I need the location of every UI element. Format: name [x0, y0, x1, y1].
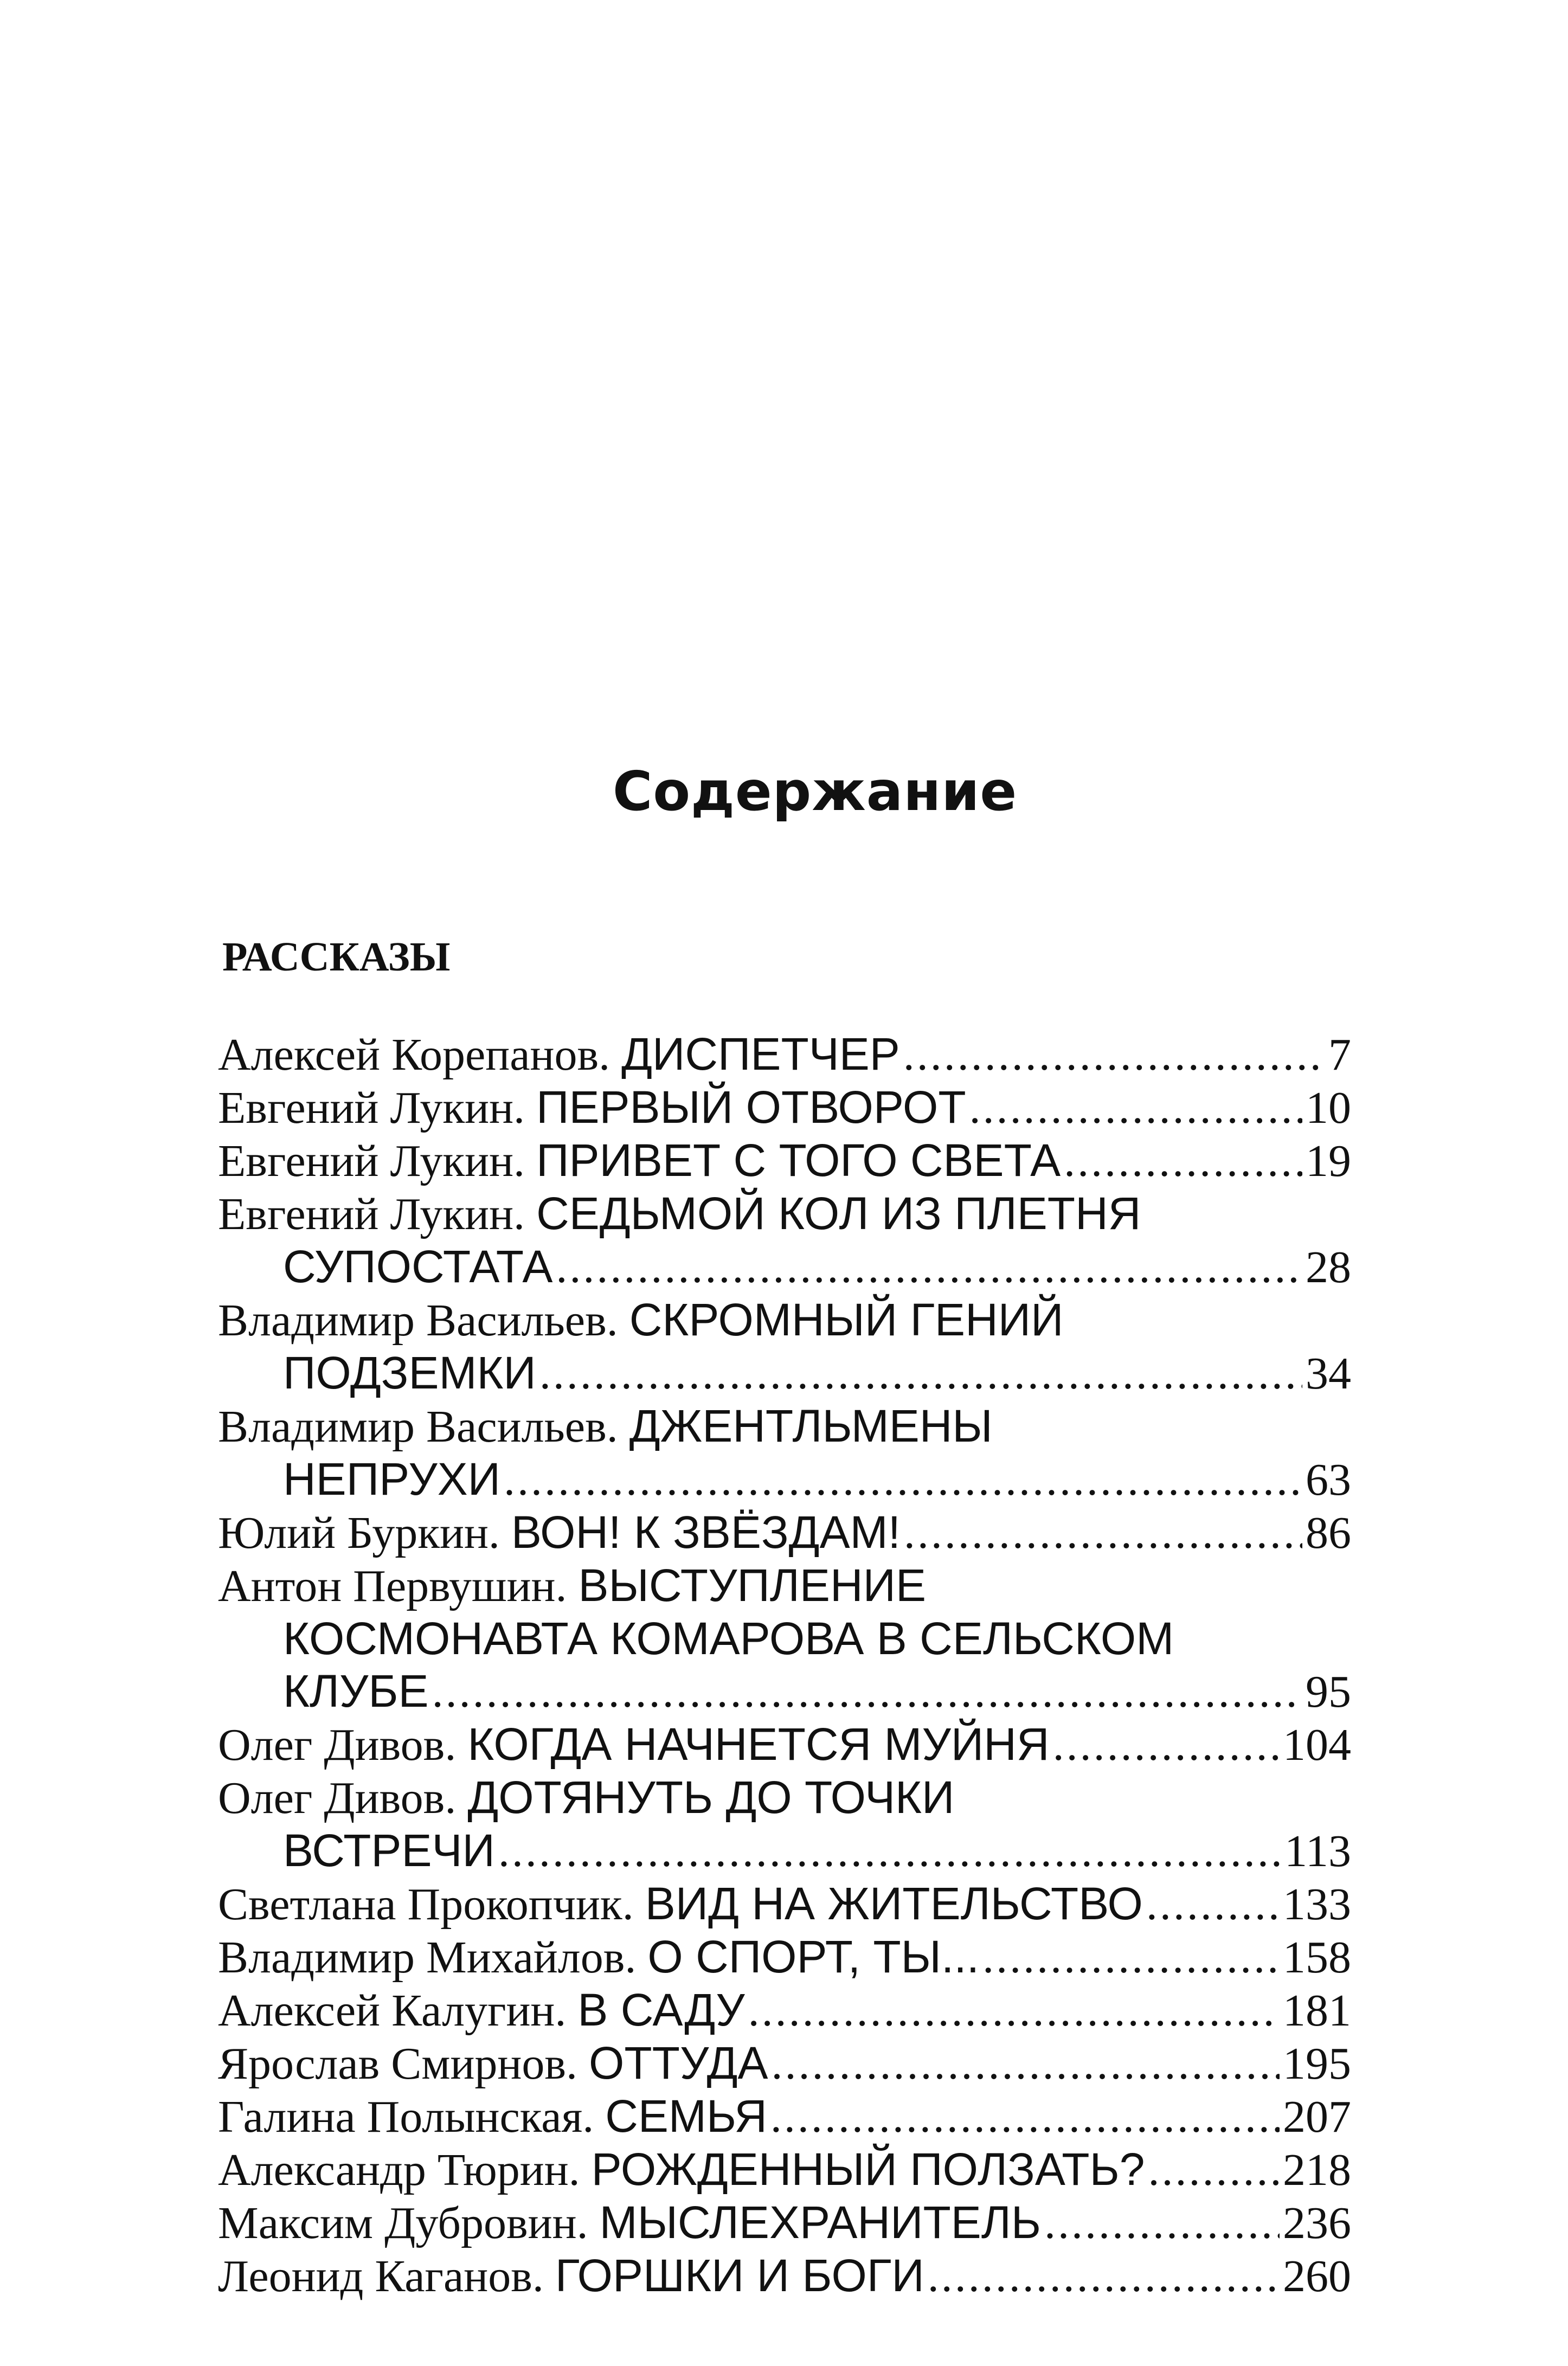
- entry-author: Ярослав Смирнов.: [218, 2039, 578, 2089]
- entry-title: СЕМЬЯ: [605, 2091, 767, 2142]
- entry-page-number: 19: [1306, 1136, 1351, 1186]
- toc-entry: [218, 2037, 1351, 2090]
- entry-author: Леонид Каганов.: [218, 2251, 544, 2301]
- dot-leader: [982, 1931, 1280, 1984]
- entry-title: О СПОРТ, ТЫ...: [647, 1931, 980, 1982]
- entry-author: Олег Дивов.: [218, 1773, 457, 1823]
- entry-author: Александр Тюрин.: [218, 2145, 580, 2195]
- entry-title: МЫСЛЕХРАНИТЕЛЬ: [599, 2197, 1042, 2248]
- dot-leader: [556, 1241, 1302, 1294]
- toc-entry: [218, 1081, 1351, 1134]
- entry-title: ПРИВЕТ С ТОГО СВЕТА: [536, 1135, 1061, 1186]
- toc-entry-line: [218, 1718, 1351, 1771]
- toc-entry-line: [218, 1878, 1351, 1931]
- dot-leader: [498, 1825, 1281, 1878]
- toc-entry-line: [218, 1824, 1351, 1878]
- dot-leader: [1146, 1878, 1280, 1931]
- toc-entry-line: [218, 1984, 1351, 2037]
- entry-page-number: 86: [1306, 1508, 1351, 1558]
- toc-entry: [218, 1294, 1351, 1400]
- entry-title-continuation: ПОДЗЕМКИ: [283, 1347, 536, 1398]
- entry-title: ВЫСТУПЛЕНИЕ: [578, 1560, 927, 1611]
- dot-leader: [903, 1028, 1325, 1081]
- entry-page-number: 63: [1306, 1455, 1351, 1505]
- dot-leader: [772, 2037, 1280, 2090]
- toc-entry-line: [218, 1665, 1351, 1718]
- toc-entry-line: [218, 1187, 1351, 1240]
- entry-title: ПЕРВЫЙ ОТВОРОТ: [536, 1082, 966, 1133]
- toc-entry-line: [218, 1081, 1351, 1134]
- toc-entry-line: [218, 1400, 1351, 1453]
- toc-entry-line: [218, 1559, 1351, 1612]
- entry-author: Евгений Лукин.: [218, 1189, 525, 1239]
- entry-author: Антон Первушин.: [218, 1561, 567, 1611]
- entry-author: Евгений Лукин.: [218, 1083, 525, 1133]
- entry-title: ДОТЯНУТЬ ДО ТОЧКИ: [467, 1772, 955, 1823]
- toc-entry-line: [218, 2196, 1351, 2249]
- entry-author: Светлана Прокопчик.: [218, 1879, 634, 1930]
- toc-entry-line: [218, 1347, 1351, 1400]
- entry-title: ВОН! К ЗВЁЗДАМ!: [511, 1507, 901, 1558]
- entry-page-number: 207: [1283, 2092, 1351, 2142]
- entry-page-number: 95: [1306, 1667, 1351, 1717]
- dot-leader: [539, 1347, 1302, 1400]
- entry-page-number: 195: [1283, 2039, 1351, 2089]
- toc-entry: [218, 1400, 1351, 1506]
- entry-title: СЕДЬМОЙ КОЛ ИЗ ПЛЕТНЯ: [536, 1188, 1141, 1239]
- dot-leader: [432, 1666, 1302, 1718]
- entry-page-number: 236: [1283, 2198, 1351, 2248]
- entry-author: Евгений Лукин.: [218, 1136, 525, 1186]
- entry-title: КОГДА НАЧНЕТСЯ МУЙНЯ: [467, 1719, 1050, 1770]
- entry-title: ВИД НА ЖИТЕЛЬСТВО: [645, 1878, 1143, 1929]
- entry-page-number: 113: [1284, 1826, 1351, 1876]
- toc-entry: [218, 2143, 1351, 2196]
- toc-entry-line: [218, 1931, 1351, 1984]
- entry-page-number: 158: [1283, 1932, 1351, 1983]
- entry-title: ДИСПЕТЧЕР: [621, 1028, 900, 1079]
- entry-author: Максим Дубровин.: [218, 2198, 588, 2248]
- toc-entry-line: [218, 1453, 1351, 1506]
- toc-entry-line: [218, 2249, 1351, 2303]
- toc-entry-line: [218, 2090, 1351, 2143]
- entry-author: Владимир Михайлов.: [218, 1932, 637, 1983]
- toc-entry-line: [218, 1771, 1351, 1824]
- toc-entry: [218, 1187, 1351, 1294]
- toc-entry: [218, 2249, 1351, 2303]
- dot-leader: [770, 2091, 1280, 2143]
- toc-entry-line: [218, 1134, 1351, 1187]
- toc-entry: [218, 1771, 1351, 1878]
- dot-leader: [1064, 1135, 1302, 1187]
- page-title: Содержание: [613, 760, 1018, 823]
- toc-entry: [218, 2090, 1351, 2143]
- toc-entry: [218, 1984, 1351, 2037]
- entry-title: ГОРШКИ И БОГИ: [555, 2250, 924, 2301]
- entry-title-continuation: КЛУБЕ: [283, 1666, 429, 1716]
- dot-leader: [904, 1507, 1302, 1559]
- dot-leader: [1053, 1719, 1280, 1771]
- table-of-contents: [218, 1028, 1351, 2303]
- toc-entry-line: [218, 2143, 1351, 2196]
- toc-entry-line: [218, 1506, 1351, 1559]
- dot-leader: [1044, 2197, 1280, 2249]
- toc-entry: [218, 1718, 1351, 1771]
- entry-title-continuation: ВСТРЕЧИ: [283, 1825, 495, 1876]
- entry-page-number: 133: [1283, 1879, 1351, 1930]
- dot-leader: [969, 1082, 1302, 1134]
- dot-leader: [928, 2250, 1280, 2303]
- entry-title: В САДУ: [577, 1984, 745, 2035]
- entry-page-number: 104: [1283, 1720, 1351, 1770]
- entry-page-number: 10: [1306, 1083, 1351, 1133]
- toc-entry: [218, 2196, 1351, 2249]
- entry-page-number: 218: [1283, 2145, 1351, 2195]
- entry-title: РОЖДЕННЫЙ ПОЛЗАТЬ?: [591, 2144, 1145, 2195]
- entry-page-number: 7: [1328, 1030, 1351, 1080]
- dot-leader: [748, 1984, 1280, 2037]
- toc-entry-line: [218, 1612, 1351, 1665]
- entry-title-continuation: СУПОСТАТА: [283, 1241, 553, 1292]
- entry-author: Алексей Калугин.: [218, 1985, 567, 2036]
- toc-entry: [218, 1559, 1351, 1718]
- entry-page-number: 260: [1283, 2251, 1351, 2301]
- toc-entry: [218, 1506, 1351, 1559]
- entry-title: ДЖЕНТЛЬМЕНЫ: [629, 1400, 993, 1451]
- toc-entry-line: [218, 1294, 1351, 1347]
- entry-title-continuation: НЕПРУХИ: [283, 1454, 501, 1505]
- dot-leader: [504, 1454, 1302, 1506]
- entry-title: СКРОМНЫЙ ГЕНИЙ: [629, 1294, 1064, 1345]
- toc-entry-line: [218, 1240, 1351, 1294]
- section-heading: РАССКАЗЫ: [222, 934, 451, 980]
- toc-entry: [218, 1931, 1351, 1984]
- toc-entry-line: [218, 2037, 1351, 2090]
- entry-title-continuation: КОСМОНАВТА КОМАРОВА В СЕЛЬСКОМ: [283, 1613, 1174, 1664]
- entry-title: ОТТУДА: [589, 2037, 768, 2088]
- dot-leader: [1148, 2144, 1280, 2196]
- toc-entry: [218, 1028, 1351, 1081]
- entry-author: Юлий Буркин.: [218, 1508, 500, 1558]
- entry-page-number: 34: [1306, 1348, 1351, 1399]
- entry-author: Галина Полынская.: [218, 2092, 594, 2142]
- entry-page-number: 28: [1306, 1242, 1351, 1293]
- entry-author: Алексей Корепанов.: [218, 1030, 611, 1080]
- entry-author: Владимир Васильев.: [218, 1295, 618, 1346]
- entry-author: Олег Дивов.: [218, 1720, 457, 1770]
- toc-entry: [218, 1878, 1351, 1931]
- toc-entry: [218, 1134, 1351, 1187]
- toc-entry-line: [218, 1028, 1351, 1081]
- entry-author: Владимир Васильев.: [218, 1401, 618, 1452]
- entry-page-number: 181: [1283, 1985, 1351, 2036]
